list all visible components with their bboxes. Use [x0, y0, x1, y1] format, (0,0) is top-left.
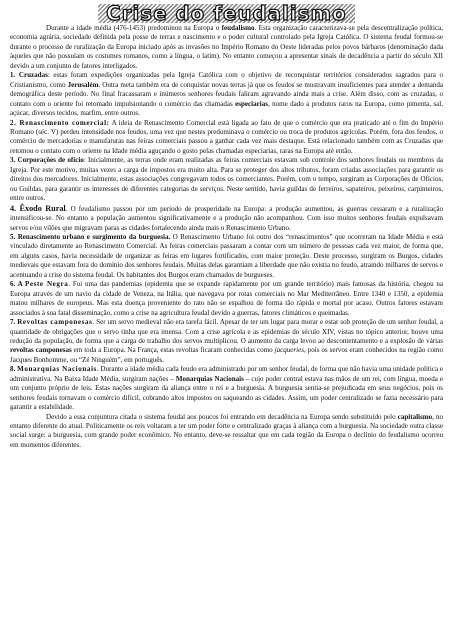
text-run: : Inicialmente, as terras onde eram realizadas as feiras comerciais estavam sob controle dos senhores feudais ou membros da Igreja. Por este motivo, muitas vezes a carga de impostos era muito alta. Para se proteger dos altos tributos, foram criadas associações para garantir os direitos dos mercadores. Inicialmente, estas associações congregavam todos os comerciantes. Porém, com o tempo, surgiram as Corporações de Ofícios, ou Guildas, para garantir os interesses de diferentes categorias de serviços. Neste sentido, havia guildas de ferreiros, sapateiros, peixeiros, carpinteiros, entre outros. — [10, 156, 443, 203]
bold-run: feudalismo — [221, 24, 255, 32]
italic-run: jacqueries — [274, 346, 304, 355]
text-run: , nome dado a produtos raros na Europa, como pimenta, sal, açúcar, diversos tecidos, marfim, entre outros. — [10, 99, 443, 118]
paragraph — [10, 119, 443, 157]
document-body — [10, 24, 443, 450]
text-run: , no entanto diferente do atual. Politicamente os reis voltaram a ter um poder forte e centralizado graças à aliança com a burguesia. Na sociedade outra classe social surge: a burguesia, com grande poder econômico. No entanto, deve-se ressaltar que em cada região da Europa o declínio do feudalismo ocorreu em momentos diferentes. — [10, 412, 443, 449]
paragraph — [10, 71, 443, 118]
bold-run: revoltas camponesas — [10, 346, 72, 355]
bold-run: 1. Cruzadas — [10, 71, 48, 80]
text-run: Devido a essa conjuntura citada o sistema feudal aos poucos foi entrando em decadência na Europa sendo substituído pelo — [46, 412, 398, 421]
text-run: . Esta organização caracterizava-se pela descentralização política, economia agrária, sociedade definida pela posse de terras e nascimento e o poder cultural controlado pela Igreja Católica. O sistema feudal formou-se durante o processo de ruralização da Europa iniciado após as invasões no Império Romano do Oeste lideradas pelos povos bárbaros (denominação dada àqueles que não possuíam os costumes romanos, como a língua, o latim). No entanto começou a apresentar sinais de decadência a partir do século XII devido a um conjunto de fatores interligados. — [10, 24, 443, 70]
paragraph — [10, 156, 443, 203]
bold-run: 8. — [10, 365, 18, 374]
paragraph — [10, 233, 443, 280]
text-run: – cujo poder central estava nas mãos de um rei, com língua, moeda e um conjunto próprio de leis. Estas nações surgiram da aliança entre o rei e a burguesia. A burguesia sentia-se prejudicada em seus negócios, pois os senhores feudais tornavam o comércio difícil, cobrando altos impostos ou saqueando as cidades. Assim, um poder centralizado se fazia necessário para garantir a estabilidade. — [10, 374, 444, 412]
paragraph — [10, 318, 443, 365]
title-banner — [10, 4, 443, 23]
paragraph — [10, 204, 443, 233]
bold-run: especiarias — [235, 99, 268, 108]
paragraph — [10, 280, 443, 318]
bold-run: 2. Renascimento comercial: — [10, 118, 110, 127]
paragraph — [10, 413, 443, 451]
text-run: . Foi uma das pandemias (epidemia que se expande rapidamente por um grande território) mais famosas da história, chegou na Europa através de um navio da cidade de Veneza, na Itália, que navegava por rotas comerciais no Mar Mediterrâneo. Entre 1340 e 1350, a epidemia matou milhares de europeus. Mas esta doença proveniente do rato não se espalhou de forma tão rápida e mortal por acaso. Outros fatores estavam associados à sua fatal disseminação, como a crise na agricultura feudal devido a guerras, fatores climáticos e queimadas. — [10, 280, 444, 317]
bold-run: 5. Renascimento urbano e surgimento da burguesia. — [10, 232, 171, 241]
bold-run: 7. — [10, 318, 18, 327]
bold-run: Monarquias Nacionais — [17, 365, 97, 374]
page-title: Crise do feudalismo — [98, 4, 355, 23]
text-run: . Ser um servo medieval não era tarefa fácil. Apesar de ter um lugar para morar e estar sob proteção de um senhor feudal, a quantidade de obrigações que o servo tinha que era imensa. Com a crise agrícola e as epidemias do século XIV, vistas no tópico anterior, houve uma redução da população, de forma que a carga de trabalho dos servos multiplicou. O aumento da carga levou ao descontentamento e a explosão de várias — [10, 318, 443, 345]
paragraph — [10, 365, 443, 412]
text-run: A ideia de Renascimento Comercial está ligada ao fato de que o comércio que era praticado até o fim do Império Romano (séc. V) perdeu intensidade nos feudos, uma vez que nestes predominava o comércio ou troca de produtos agrícolas. Porém, fora dos feudos, o comércio de mercadorias e manufaturas nas feiras comerciais passou a ganhar cada vez mais destaque. Está relacionado também com as Cruzadas que retomou o contato com o oriente na Idade média aguçando o gosto pelas chamadas especiarias, raras na Europa até então. — [10, 118, 444, 155]
bold-run: Monarquias Nacionais — [175, 374, 244, 383]
text-run: , pois os servos eram conhecidos na região como Jacques Bonhomme, ou “Zé Ninguém”, em português. — [10, 346, 443, 364]
paragraph — [10, 24, 443, 71]
bold-run: capitalismo — [397, 412, 433, 421]
text-run: . Durante a idade média cada feudo era administrado por um senhor feudal, de forma que não havia uma unidade política e administrativa. Na Baixa Idade Média, surgiram nações – — [10, 365, 444, 383]
bold-run: Revoltas camponesas — [17, 318, 93, 327]
bold-run: Peste Negra — [25, 280, 69, 289]
bold-run: 6. A — [10, 280, 26, 289]
text-run: Durante a idade média (476-1453) predominou na Europa o — [46, 24, 222, 32]
text-run: . O feudalismo passou por um período de prosperidade na Europa: a produção aumentou, as guerras cessaram e a ruralização intensificou-se. No entanto a população aumentou significativamente e a produção não acompanhou. Com isso muitos senhores feudais expulsavam servos e/ou vilões que migravam paras as cidades fortalecendo ainda mais o Renascimento Urbano. — [10, 204, 444, 232]
bold-run: Jerusalém — [67, 80, 99, 89]
text-run: em toda a Europa. Na França, estas revoltas ficaram conhecidas como — [71, 346, 275, 355]
text-run: . Outra meta também era de conquistar novas terras já que os feudos se mostravam insuficientes para atender a demanda demográfica deste período. No final fracassaram e inúmeros senhores feudais faliram agravando ainda mais a crise. Além disso, com as cruzadas, o contato com o oriente foi retomado impulsionando o comércio das chamadas — [10, 80, 444, 108]
bold-run: 3. Corporações de ofício — [10, 156, 84, 165]
text-run: : estas foram expedições organizadas pela Igreja Católica com o objetivo de reconquistar territórios considerados sagrados para o Cristianismo, como — [10, 71, 443, 89]
text-run: O Renascimento Urbano foi outro dos “renascimentos” que ocorreram na Idade Média e está vinculado diretamente ao Renascimento Comercial. As feiras comerciais passaram a contar com um número de pessoas cada vez maior, de forma que, em alguns casos, havia necessidade de organizar as feiras em lugares fortificados, com maior proteção. Deste processo, surgiram os Burgos, cidades medievais que estavam fora do domínio dos senhores feudais. Muitas delas garantiam a liberdade que não existia no feudo, atraindo milhares de servos e acentuando a crise do sistema feudal. Os habitantes dos Burgos eram chamados de burgueses. — [10, 232, 443, 279]
bold-run: 4. Êxodo Rural — [10, 203, 66, 213]
